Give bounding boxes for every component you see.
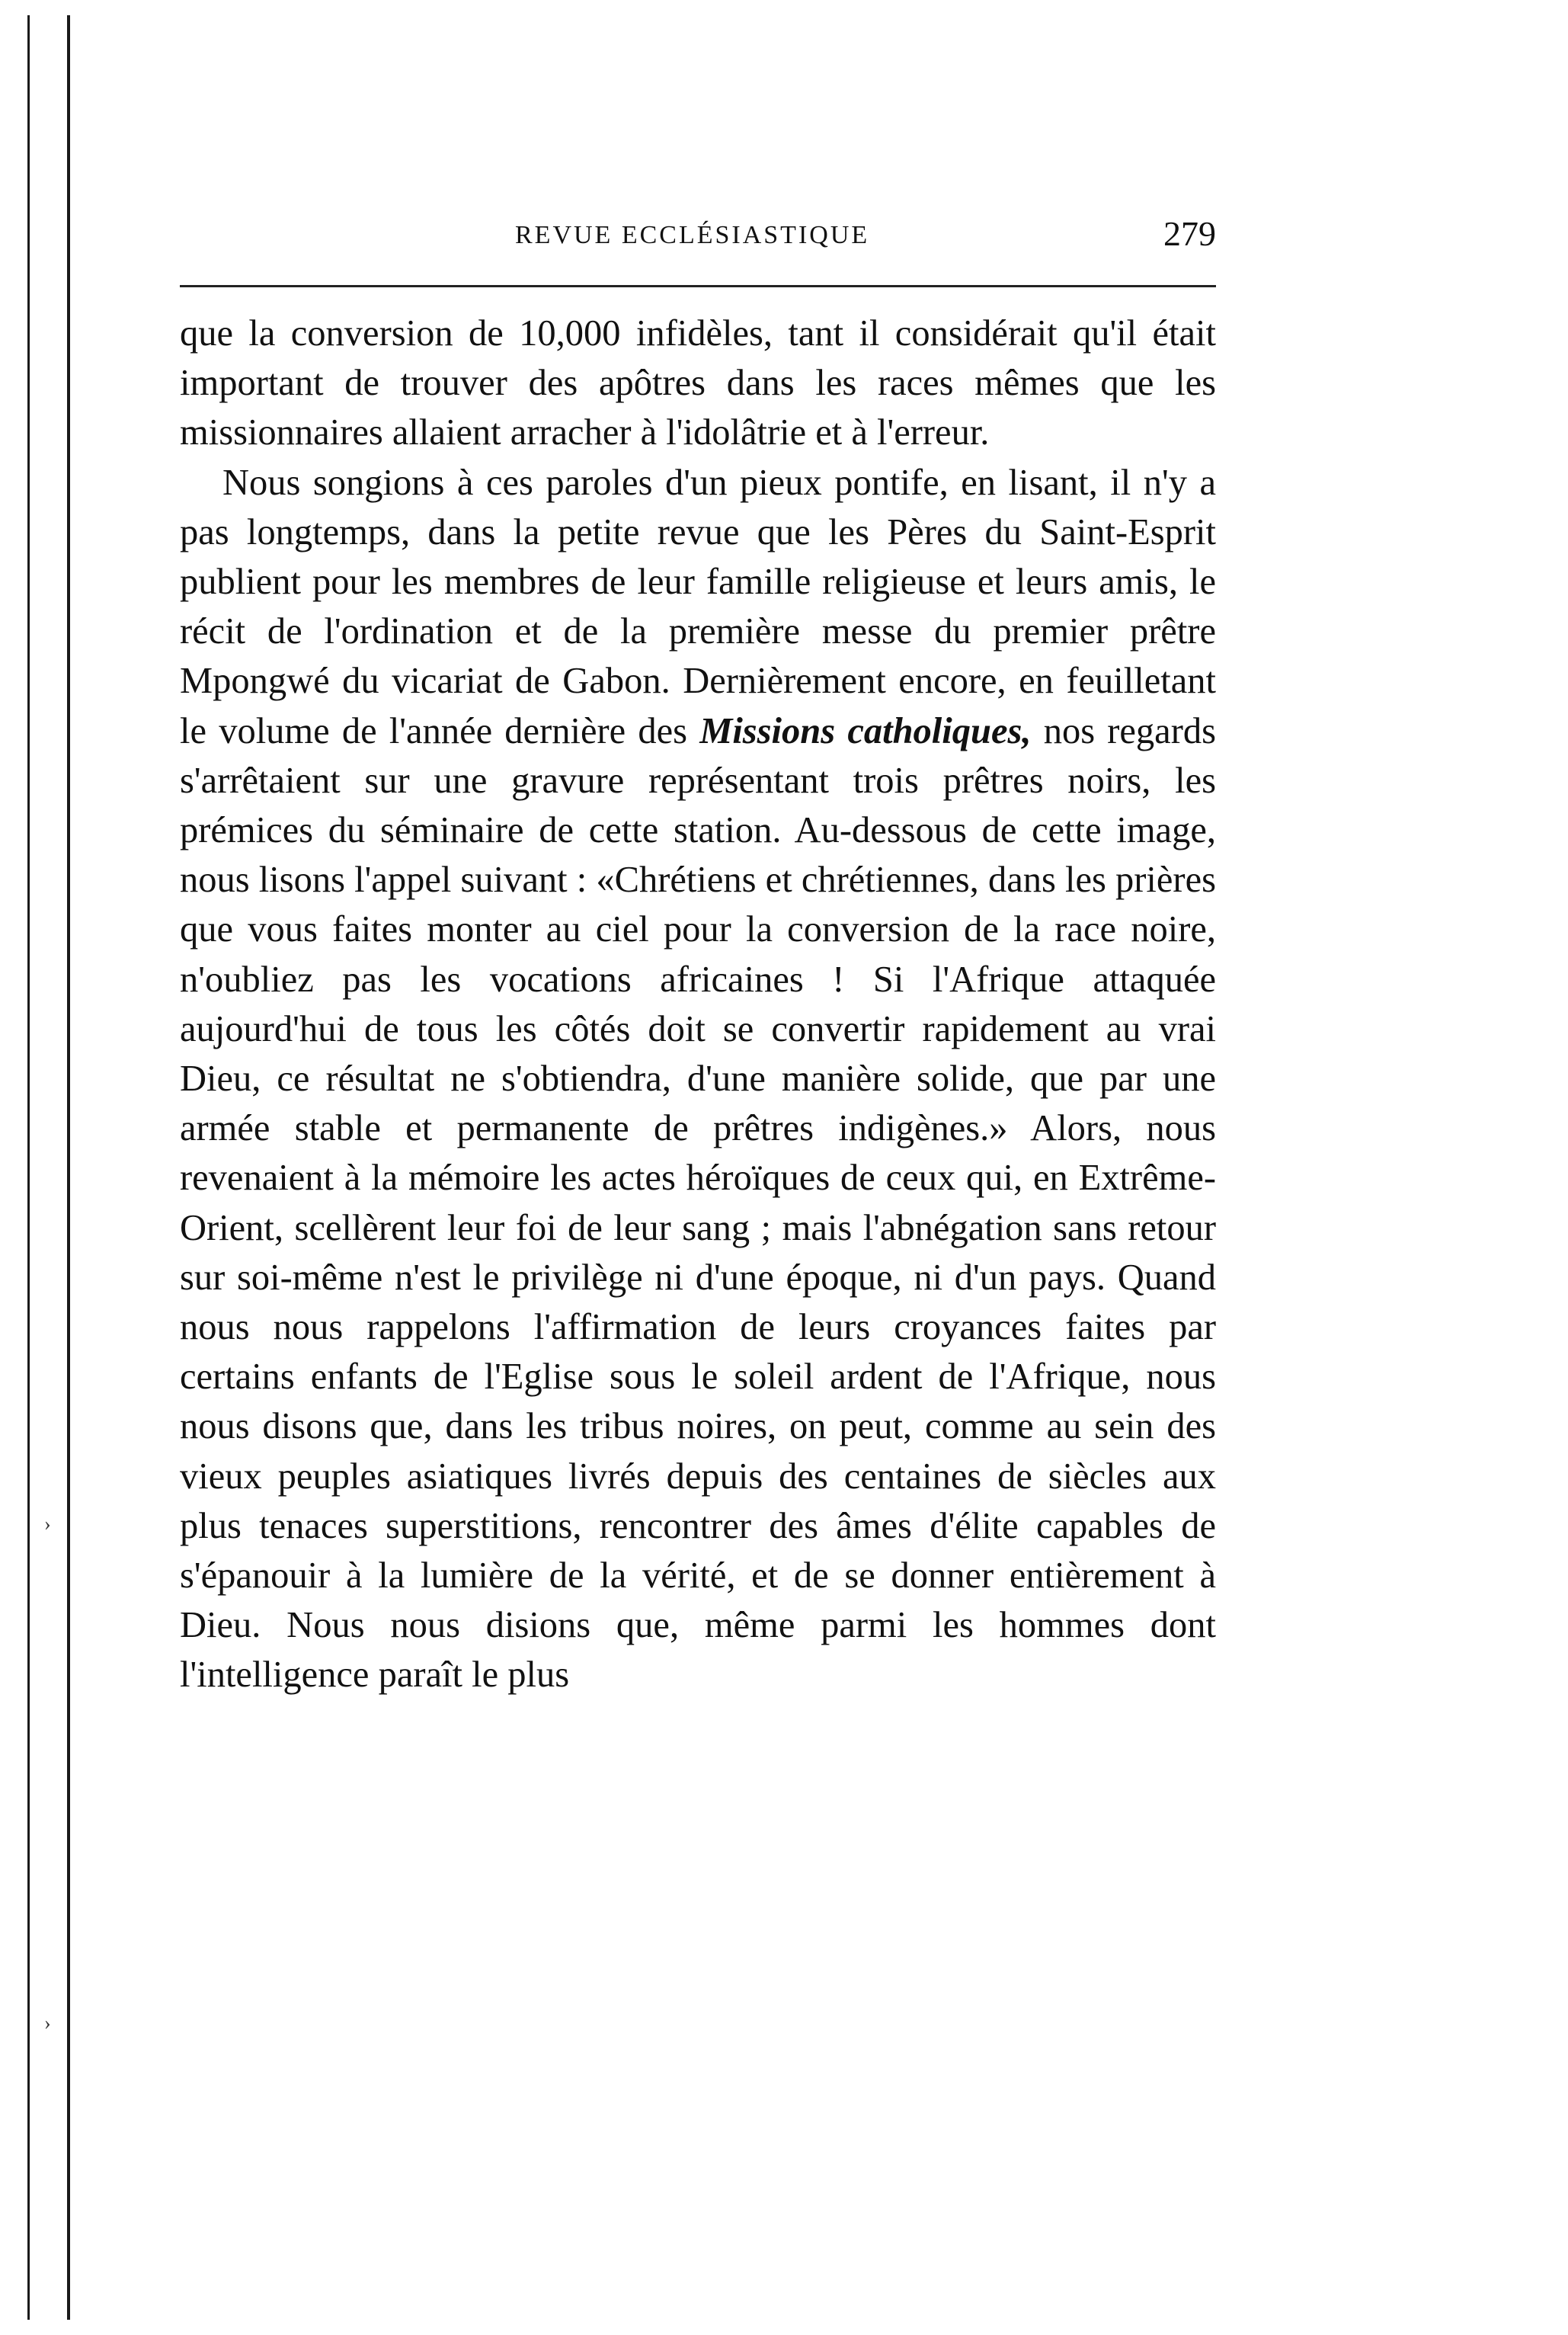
binding-rule-left [27,15,30,2320]
paragraph-text: nos regards s'arrêtaient sur une gravure représentant trois prêtres noirs, les prémices du séminaire de cette station. Au-dessous de cette image, nous lisons l'appel suivant : «Chrétiens et chrétiennes, dans les prières que vous faites monter au ciel pour la conversion de la race noire, n'oubliez pas les vocations africaines ! Si l'Afrique attaquée aujourd'hui de tous les côtés doit se convertir rapidement au vrai Dieu, ce résultat ne s'obtiendra, d'une manière solide, que par une armée stable et permanente de prêtres indigènes.» Alors, nous revenaient à la mémoire les actes héroïques de ceux qui, en Extrême-Orient, scellèrent leur foi de leur sang ; mais l'abnégation sans retour sur soi-même n'est le privilège ni d'une époque, ni d'un pays. Quand nous nous rappelons l'affirmation de leurs croyances faites par certains enfants de l'Eglise sous le soleil ardent de l'Afrique, nous nous disons que, dans les tribus noires, on peut, comme au sein des vieux peuples asiatiques livrés depuis des centaines de siècles aux plus tenaces superstitions, rencontrer des âmes d'élite capables de s'épanouir à la lumière de la vérité, et de se donner entièrement à Dieu. Nous nous disions que, même parmi les hommes dont l'intelligence paraît le plus [180,710,1216,1696]
margin-mark: › [44,2012,51,2034]
paragraph-text: Nous songions à ces paroles d'un pieux pontife, en lisant, il n'y a pas longtemps, dans la petite revue que les Pères du Saint-Esprit publient pour les membres de leur famille religieuse et leurs amis, le récit de l'ordination et de la première messe du premier prêtre Mpongwé du vicariat de Gabon. Dernièrement encore, en feuilletant le volume de l'année dernière des [180,462,1216,751]
body-text [180,309,1216,1700]
margin-mark: › [44,1513,51,1535]
header-rule [180,285,1216,287]
paragraph: que la conversion de 10,000 infidèles, tant il considérait qu'il était important de trouver des apôtres dans les races mêmes que les missionnaires allaient arracher à l'idolâtrie et à l'erreur. [180,313,1216,453]
page-number: 279 [1163,214,1216,253]
page [180,213,1216,1700]
paragraph [180,458,1216,1700]
running-title: REVUE ECCLÉSIASTIQUE [515,221,870,249]
binding-rule-right [67,15,70,2320]
running-head [180,213,1216,267]
journal-title: Missions catholiques, [699,710,1032,751]
